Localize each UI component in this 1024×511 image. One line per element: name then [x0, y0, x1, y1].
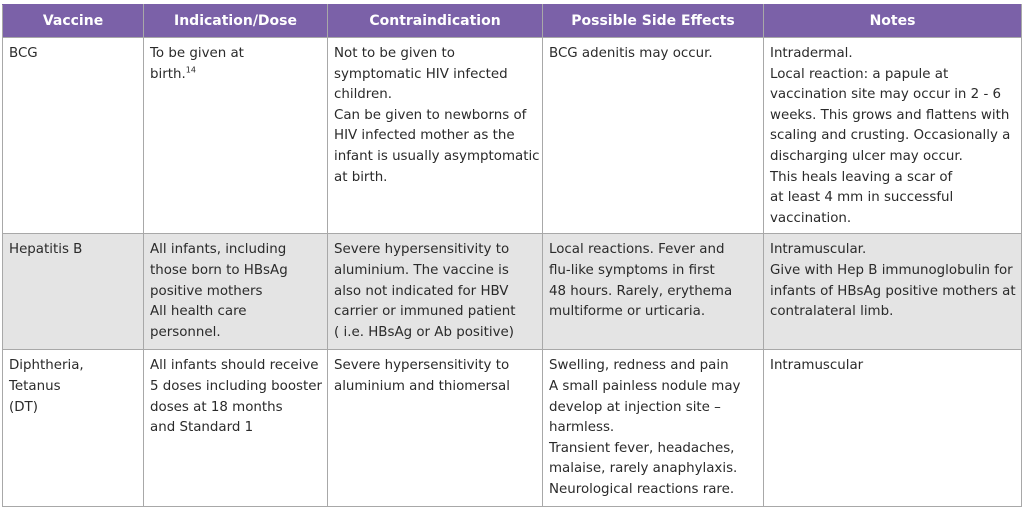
cell-line: at birth.	[334, 169, 388, 185]
cell-notes	[764, 350, 1022, 507]
cell-line: All infants, including	[150, 242, 287, 258]
cell-line: Not to be given to	[334, 46, 455, 61]
cell-line: harmless.	[549, 420, 615, 436]
cell-line: Intramuscular	[770, 358, 864, 374]
cell-line: those born to HBsAg	[150, 262, 288, 278]
cell-line: Local reaction: a papule at	[770, 66, 949, 82]
cell-vaccine	[3, 38, 144, 234]
cell-notes	[764, 234, 1022, 350]
cell-line: weeks. This grows and flattens with	[770, 107, 1010, 123]
cell-text: birth.	[150, 66, 186, 82]
cell-line: (DT)	[9, 399, 38, 415]
cell-line: Intradermal.	[770, 46, 853, 61]
cell-line: All infants should receive	[150, 358, 319, 374]
cell-contraindication	[328, 38, 543, 234]
cell-line: aluminium and thiomersal	[334, 378, 510, 394]
cell-contraindication	[328, 350, 543, 507]
cell-line: 5 doses including booster	[150, 378, 323, 394]
cell-line: ( i.e. HBsAg or Ab positive)	[334, 324, 514, 340]
cell-line: Intramuscular.	[770, 242, 867, 258]
cell-line: vaccination site may occur in 2 - 6	[770, 87, 1002, 103]
cell-line: Local reactions. Fever and	[549, 242, 725, 258]
cell-line: BCG adenitis may occur.	[549, 46, 713, 61]
cell-line: infants of HBsAg positive mothers at	[770, 283, 1016, 299]
table-row-hepatitis-b	[3, 234, 1022, 350]
cell-line: symptomatic HIV infected	[334, 66, 508, 82]
cell-indication	[144, 234, 328, 350]
table-row-bcg	[3, 38, 1022, 234]
table-row-diphtheria-tetanus	[3, 350, 1022, 507]
header-notes: Notes	[764, 5, 1022, 38]
cell-line: also not indicated for HBV	[334, 283, 509, 299]
cell-contraindication	[328, 234, 543, 350]
cell-line: multiforme or urticaria.	[549, 304, 706, 320]
cell-line: Diphtheria,	[9, 358, 84, 374]
cell-line: Hepatitis B	[9, 242, 83, 258]
cell-line: Neurological reactions rare.	[549, 481, 735, 497]
cell-line: contralateral limb.	[770, 304, 894, 320]
cell-line: A small painless nodule may	[549, 378, 741, 394]
cell-indication	[144, 38, 328, 234]
cell-line: Severe hypersensitivity to	[334, 242, 510, 258]
cell-line: This heals leaving a scar of	[770, 169, 953, 185]
cell-line: flu-like symptoms in first	[549, 262, 715, 278]
cell-line: personnel.	[150, 324, 221, 340]
cell-line: at least 4 mm in successful	[770, 190, 954, 206]
header-indication-dose: Indication/Dose	[144, 5, 328, 38]
cell-line: HIV infected mother as the	[334, 128, 515, 144]
cell-line: malaise, rarely anaphylaxis.	[549, 461, 738, 477]
header-contraindication: Contraindication	[328, 5, 543, 38]
cell-indication	[144, 350, 328, 507]
cell-line: Can be given to newborns of	[334, 107, 527, 123]
cell-line: discharging ulcer may occur.	[770, 148, 963, 164]
cell-notes	[764, 38, 1022, 234]
cell-line: Give with Hep B immunoglobulin for	[770, 262, 1013, 278]
cell-line: doses at 18 months	[150, 399, 283, 415]
header-side-effects: Possible Side Effects	[543, 5, 764, 38]
cell-line: All health care	[150, 304, 247, 320]
footnote-ref: 14	[185, 65, 196, 75]
cell-line: Tetanus	[9, 378, 61, 394]
vaccine-table	[2, 4, 1022, 507]
cell-line: develop at injection site –	[549, 399, 721, 415]
cell-line: To be given at	[150, 46, 244, 61]
cell-line: vaccination.	[770, 210, 852, 226]
cell-line: BCG	[9, 46, 38, 61]
header-vaccine: Vaccine	[3, 5, 144, 38]
cell-line: scaling and crusting. Occasionally a	[770, 128, 1011, 144]
cell-line: infant is usually asymptomatic	[334, 148, 540, 164]
cell-line: positive mothers	[150, 283, 263, 299]
cell-line: children.	[334, 87, 392, 103]
cell-line: and Standard 1	[150, 420, 254, 436]
cell-line: 48 hours. Rarely, erythema	[549, 283, 733, 299]
cell-side-effects	[543, 38, 764, 234]
cell-line: Severe hypersensitivity to	[334, 358, 510, 374]
cell-line: carrier or immuned patient	[334, 304, 516, 320]
cell-line: aluminium. The vaccine is	[334, 262, 509, 278]
cell-vaccine	[3, 234, 144, 350]
cell-side-effects	[543, 350, 764, 507]
cell-vaccine	[3, 350, 144, 507]
table-header-row	[3, 5, 1022, 38]
cell-side-effects	[543, 234, 764, 350]
cell-line: Swelling, redness and pain	[549, 358, 729, 374]
cell-line-with-footnote	[150, 65, 321, 86]
cell-line: Transient fever, headaches,	[549, 440, 735, 456]
